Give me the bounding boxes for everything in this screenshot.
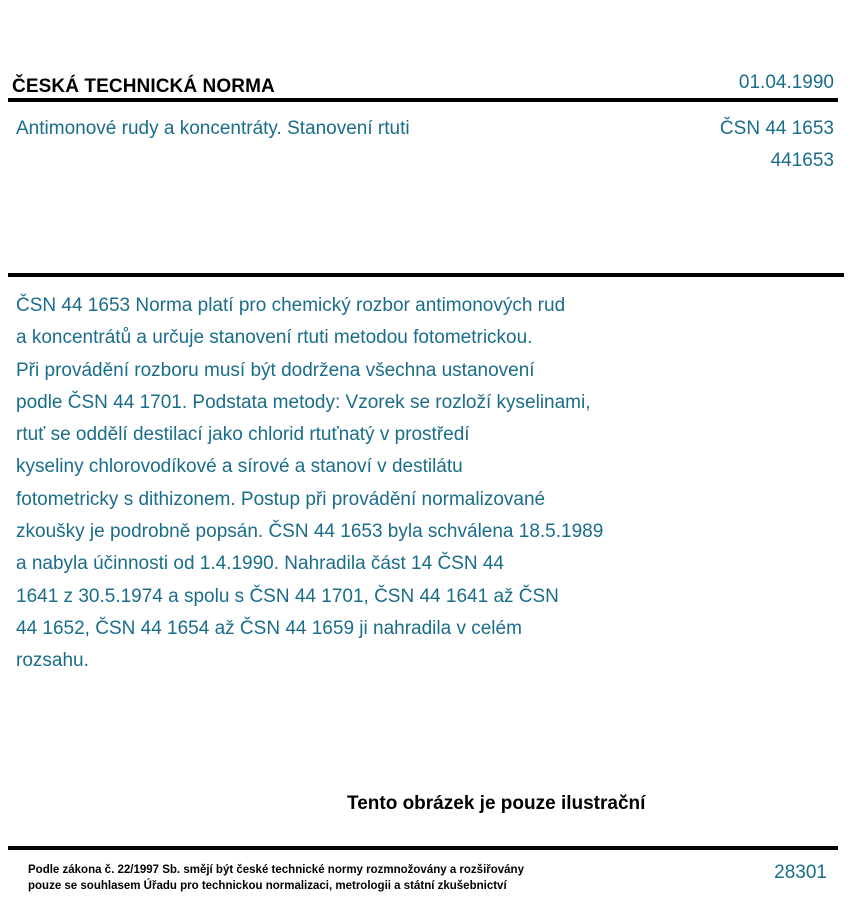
bottom-divider xyxy=(8,846,838,850)
legal-notice-line: Podle zákona č. 22/1997 Sb. smějí být české technické normy rozmnožovány a rozšiřovány xyxy=(28,864,524,876)
top-divider xyxy=(8,98,838,102)
abstract-line: Při provádění rozboru musí být dodržena všechna ustanovení xyxy=(16,359,535,381)
abstract-line: zkoušky je podrobně popsán. ČSN 44 1653 byla schválena 18.5.1989 xyxy=(16,521,604,543)
abstract-line: 44 1652, ČSN 44 1654 až ČSN 44 1659 ji nahradila v celém xyxy=(16,617,522,639)
abstract-line: a koncentrátů a určuje stanovení rtuti metodou fotometrickou. xyxy=(16,327,533,349)
document-title: Antimonové rudy a koncentráty. Stanovení rtuti xyxy=(16,118,410,139)
abstract-text xyxy=(16,290,603,678)
legal-notice-line: pouze se souhlasem Úřadu pro technickou normalizaci, metrologii a státní zkušebnictví xyxy=(28,880,507,892)
abstract-line: 1641 z 30.5.1974 a spolu s ČSN 44 1701, ČSN 44 1641 až ČSN xyxy=(16,585,559,607)
standard-header-title: ČESKÁ TECHNICKÁ NORMA xyxy=(12,76,275,97)
abstract-line: fotometricky s dithizonem. Postup při provádění normalizované xyxy=(16,488,546,510)
page-code: 28301 xyxy=(774,862,827,883)
abstract-line: ČSN 44 1653 Norma platí pro chemický rozbor antimonových rud xyxy=(16,295,566,316)
abstract-line: podle ČSN 44 1701. Podstata metody: Vzorek se rozloží kyselinami, xyxy=(16,391,591,413)
document-code: 441653 xyxy=(770,150,834,171)
abstract-line: kyseliny chlorovodíkové a sírové a stanoví v destilátu xyxy=(16,456,463,478)
legal-notice xyxy=(28,862,524,894)
document-number: ČSN 44 1653 xyxy=(719,118,834,139)
middle-divider xyxy=(8,273,844,277)
abstract-line: rozsahu. xyxy=(16,650,89,672)
standard-date: 01.04.1990 xyxy=(738,72,834,93)
abstract-line: rtuť se oddělí destilací jako chlorid rtuťnatý v prostředí xyxy=(16,424,470,446)
illustration-notice: Tento obrázek je pouze ilustrační xyxy=(347,793,646,814)
abstract-line: a nabyla účinnosti od 1.4.1990. Nahradila část 14 ČSN 44 xyxy=(16,553,504,575)
